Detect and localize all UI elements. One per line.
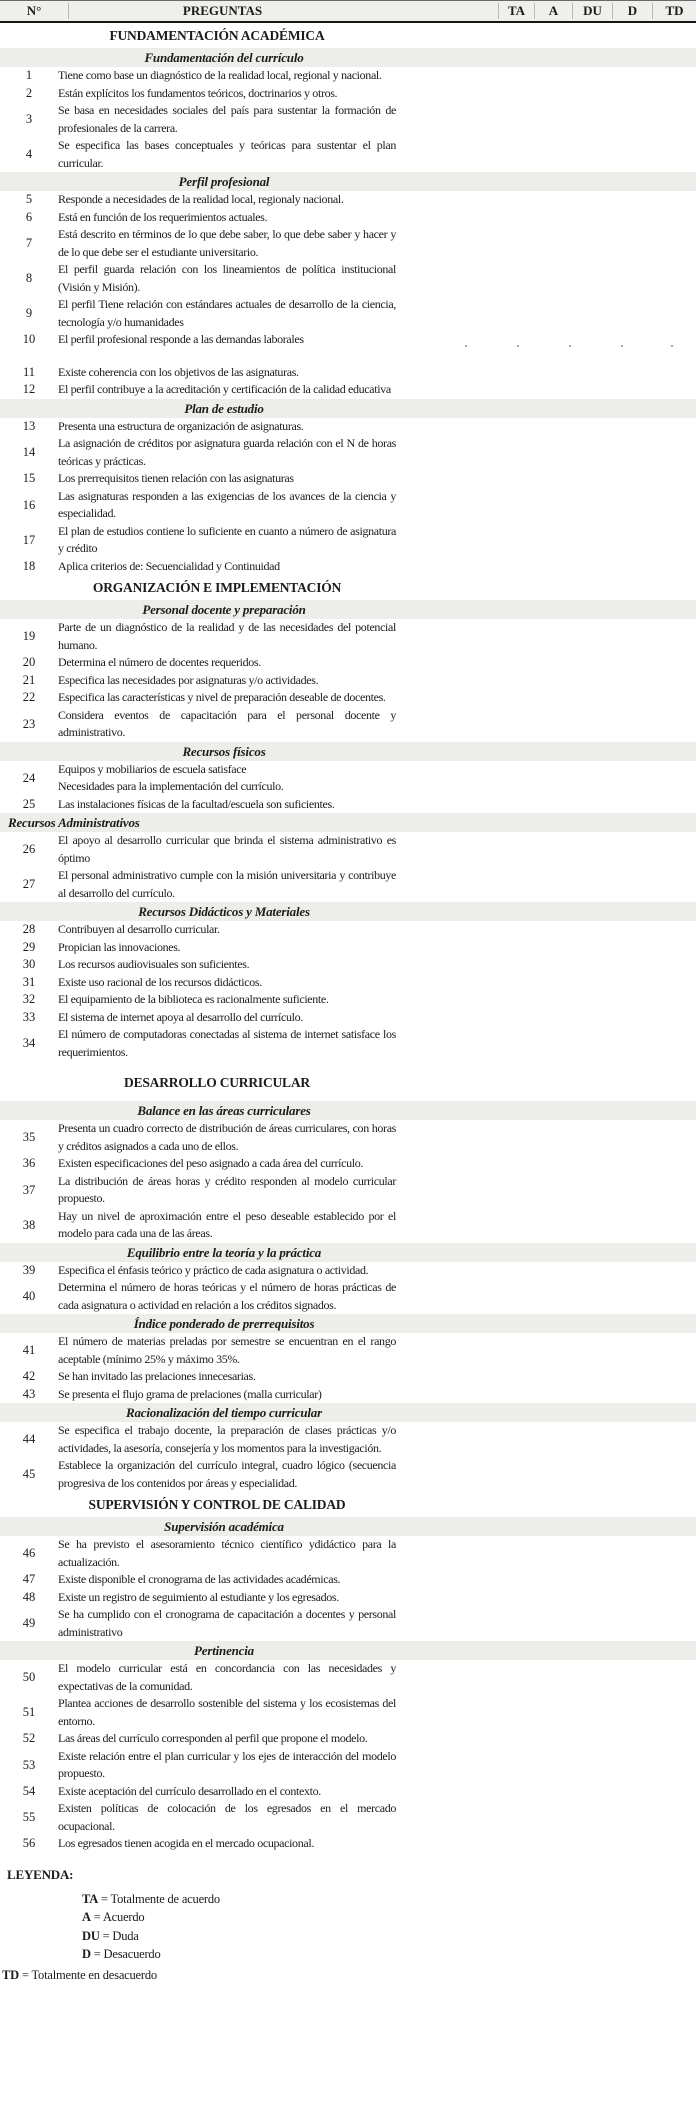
- column-header-num: N°: [26, 3, 42, 18]
- question-number: 11: [22, 364, 36, 379]
- column-header-preguntas: PREGUNTAS: [68, 3, 498, 19]
- subsection-header: [0, 1243, 696, 1262]
- question-text: El equipamiento de la biblioteca es racionalmente suficiente.: [58, 992, 329, 1006]
- question-number: 35: [22, 1130, 36, 1144]
- question-row: [0, 672, 696, 690]
- question-row: [0, 1589, 696, 1607]
- question-text: Hay un nivel de aproximación entre el peso deseable establecido por el modelo para cada una de las áreas.: [58, 1208, 396, 1240]
- question-text: La asignación de créditos por asignatura guarda relación con el N de horas teóricas y prácticas.: [58, 436, 396, 468]
- question-text: Plantea acciones de desarrollo sostenible del sistema y los ecosistemas del entorno.: [58, 1696, 396, 1728]
- subsection-label: Recursos físicos: [182, 743, 266, 759]
- question-row: [0, 1386, 696, 1404]
- question-row: [0, 1279, 696, 1314]
- question-number: 39: [22, 1262, 36, 1277]
- scan-artifact-dot: [569, 345, 571, 347]
- question-number: 16: [22, 497, 36, 512]
- question-text: La distribución de áreas horas y crédito responden al modelo curricular propuesto.: [58, 1173, 396, 1205]
- section-header: DESARROLLO CURRICULAR: [124, 1075, 310, 1090]
- question-text: Existe disponible el cronograma de las actividades académicas.: [58, 1572, 341, 1586]
- question-text: Contribuyen al desarrollo curricular.: [58, 922, 220, 936]
- question-text: Existen especificaciones del peso asignado a cada área del currículo.: [58, 1156, 364, 1170]
- question-text: Se ha cumplido con el cronograma de capacitación a docentes y personal administrativo: [58, 1607, 396, 1639]
- legend-text: = Acuerdo: [93, 1910, 145, 1924]
- question-number: 12: [22, 382, 36, 397]
- legend-title: LEYENDA:: [7, 1866, 74, 1882]
- question-number: 6: [25, 209, 33, 224]
- question-row: [0, 1660, 696, 1695]
- question-text: El apoyo al desarrollo curricular que brinda el sistema administrativo es óptimo: [58, 833, 396, 865]
- question-number: 8: [25, 271, 33, 285]
- question-number: 7: [25, 236, 33, 250]
- question-number: 51: [22, 1705, 36, 1719]
- question-row: [0, 1730, 696, 1748]
- legend-text: = Totalmente de acuerdo: [100, 1891, 220, 1906]
- question-text: Se especifica el trabajo docente, la preparación de clases prácticas y/o actividades, la asesoría, consejería y los momentos para la investigación.: [58, 1423, 396, 1455]
- question-number: 27: [22, 877, 36, 891]
- question-text: Está descrito en términos de lo que debe saber, lo que debe saber y hacer y de lo que debe ser el estudiante universitario.: [58, 227, 396, 259]
- question-number: 23: [22, 716, 36, 731]
- question-text: El perfil guarda relación con los lineamientos de política institucional (Visión y Misión).: [58, 262, 396, 294]
- question-row: [0, 1457, 696, 1492]
- question-number: 32: [22, 992, 36, 1007]
- question-row: [0, 939, 696, 957]
- legend-abbr: TA: [82, 1891, 99, 1906]
- question-number: 30: [22, 957, 36, 972]
- question-row: [0, 1695, 696, 1730]
- question-text: Parte de un diagnóstico de la realidad y de las necesidades del potencial humano.: [58, 620, 396, 652]
- question-text: Existe relación entre el plan curricular y los ejes de interacción del modelo propuesto.: [58, 1748, 396, 1780]
- question-row: [0, 102, 696, 137]
- subsection-label: Equilibrio entre la teoría y la práctica: [126, 1244, 322, 1260]
- question-number: 42: [22, 1369, 36, 1384]
- question-number: 10: [22, 332, 36, 347]
- question-number: 13: [22, 418, 36, 433]
- question-row: [0, 137, 696, 172]
- subsection-header: [0, 1314, 696, 1333]
- question-number: 22: [22, 690, 36, 705]
- question-number: 33: [22, 1009, 36, 1024]
- question-row: [0, 654, 696, 672]
- questionnaire-body: [0, 23, 696, 1853]
- question-number: 41: [22, 1343, 36, 1357]
- question-row: [0, 381, 696, 399]
- subsection-header: [0, 172, 696, 191]
- question-number: 37: [22, 1182, 36, 1197]
- question-text: Existe coherencia con los objetivos de las asignaturas.: [58, 364, 299, 379]
- question-text: El perfil contribuye a la acreditación y certificación de la calidad educativa: [58, 382, 391, 396]
- question-row: [0, 761, 696, 796]
- question-row: [0, 1536, 696, 1571]
- question-number: 31: [22, 974, 36, 989]
- question-row: [0, 1800, 696, 1835]
- section-header: SUPERVISIÓN Y CONTROL DE CALIDAD: [88, 1497, 346, 1512]
- subsection-header: [0, 399, 696, 418]
- column-header-ta: TA: [498, 3, 534, 19]
- question-row: [0, 1173, 696, 1208]
- question-text: Existe uso racional de los recursos didácticos.: [58, 974, 262, 989]
- legend-item-td: [0, 1966, 696, 1985]
- legend-item: [82, 1945, 696, 1964]
- question-text: Presenta un cuadro correcto de distribución de áreas curriculares, con horas y créditos asignados a cada uno de ellos.: [58, 1121, 396, 1153]
- question-row: [0, 1571, 696, 1589]
- question-number: 15: [22, 471, 36, 486]
- question-text: Determina el número de docentes requeridos.: [58, 655, 261, 669]
- question-number: 18: [22, 558, 36, 573]
- question-number: 20: [22, 655, 36, 670]
- question-row: [0, 1026, 696, 1061]
- question-number: 19: [22, 629, 36, 643]
- question-text: Se basa en necesidades sociales del país para sustentar la formación de profesionales de la carrera.: [58, 103, 396, 135]
- question-text: Presenta una estructura de organización de asignaturas.: [58, 418, 304, 433]
- question-row: [0, 364, 696, 382]
- question-text: El perfil profesional responde a las demandas laborales: [58, 332, 304, 346]
- subsection-label: Perfil profesional: [178, 174, 270, 189]
- legend-abbr: TD: [2, 1967, 19, 1982]
- subsection-header: [0, 813, 696, 832]
- question-number: 28: [22, 922, 36, 937]
- column-header-a: A: [534, 3, 572, 19]
- question-text: El perfil Tiene relación con estándares actuales de desarrollo de la ciencia, tecnología y/o humanidades: [58, 297, 396, 329]
- question-number: 34: [22, 1036, 36, 1050]
- subsection-header: [0, 1517, 696, 1536]
- question-row: [0, 488, 696, 523]
- question-number: 40: [22, 1289, 36, 1303]
- subsection-header: [0, 742, 696, 761]
- question-number: 55: [22, 1810, 36, 1824]
- question-text: El número de materias preladas por semestre se encuentran en el rango aceptable (mínimo 25% y máximo 35%.: [58, 1334, 396, 1366]
- question-text: Establece la organización del currículo integral, cuadro lógico (secuencia progresiva de los contenidos por áreas y especialidad.: [58, 1458, 396, 1490]
- legend-text: = Totalmente en desacuerdo: [21, 1967, 157, 1982]
- question-text: El número de computadoras conectadas al sistema de internet satisface los requerimientos.: [58, 1027, 396, 1059]
- question-text: [58, 761, 396, 796]
- question-number: 2: [25, 85, 33, 100]
- table-header: [0, 0, 696, 23]
- question-row: [0, 523, 696, 558]
- question-text: Está en función de los requerimientos actuales.: [58, 209, 268, 224]
- question-number: 56: [22, 1836, 36, 1851]
- question-row: [0, 85, 696, 103]
- question-number: 1: [25, 68, 33, 83]
- subsection-label: Plan de estudio: [184, 400, 264, 416]
- question-text: Los prerrequisitos tienen relación con las asignaturas: [58, 471, 294, 485]
- question-row: [0, 1422, 696, 1457]
- question-number: 36: [22, 1156, 36, 1171]
- question-number: 21: [22, 672, 36, 687]
- question-text: Especifica el énfasis teórico y práctico de cada asignatura o actividad.: [58, 1262, 369, 1277]
- question-number: 29: [22, 939, 36, 954]
- question-number: 53: [22, 1757, 36, 1772]
- subsection-label: Balance en las áreas curriculares: [137, 1103, 311, 1118]
- question-text: Los recursos audiovisuales son suficientes.: [58, 957, 250, 971]
- question-number: 43: [22, 1386, 36, 1401]
- subsection-label: Personal docente y preparación: [142, 602, 306, 617]
- question-text: Se especifica las bases conceptuales y teóricas para sustentar el plan curricular.: [58, 138, 396, 170]
- question-number: 44: [22, 1432, 36, 1446]
- scan-artifact-dot: [671, 345, 673, 347]
- subsection-header: [0, 48, 696, 67]
- subsection-header: [0, 1641, 696, 1660]
- question-number: 50: [22, 1670, 36, 1684]
- question-row: [0, 832, 696, 867]
- question-number: 49: [22, 1616, 36, 1630]
- question-row: [0, 867, 696, 902]
- legend-abbr: DU: [82, 1928, 100, 1943]
- question-number: 17: [22, 532, 36, 547]
- question-text: Aplica criterios de: Secuencialidad y Continuidad: [58, 558, 280, 573]
- legend-abbr: D: [82, 1947, 91, 1961]
- question-row: [0, 1835, 696, 1853]
- question-text: El plan de estudios contiene lo suficiente en cuanto a número de asignatura y crédito: [58, 523, 396, 555]
- question-row: [0, 991, 696, 1009]
- question-number: 46: [22, 1546, 36, 1560]
- question-row: [0, 1155, 696, 1173]
- subsection-header: [0, 902, 696, 921]
- question-text-line: Necesidades para la implementación del currículo.: [58, 779, 284, 793]
- question-text: Las asignaturas responden a las exigencias de los avances de la ciencia y especialidad.: [58, 488, 396, 520]
- question-row: [0, 1333, 696, 1368]
- question-number: 26: [22, 842, 36, 856]
- legend-item: [82, 1927, 696, 1946]
- question-number: 3: [25, 112, 33, 126]
- column-header-d: D: [612, 3, 652, 19]
- question-row: [0, 689, 696, 707]
- question-text: Se ha previsto el asesoramiento técnico científico ydidáctico para la actualización.: [58, 1537, 396, 1569]
- section-header: FUNDAMENTACIÓN ACADÉMICA: [109, 28, 325, 43]
- question-row: [0, 796, 696, 814]
- question-number: 45: [22, 1467, 36, 1481]
- legend: [0, 1867, 696, 1985]
- legend-item: [82, 1890, 696, 1909]
- question-row: [0, 1009, 696, 1027]
- section-header: ORGANIZACIÓN E IMPLEMENTACIÓN: [92, 580, 342, 595]
- question-row: [0, 956, 696, 974]
- question-row: [0, 1120, 696, 1155]
- column-header-td: TD: [652, 3, 696, 19]
- question-row: [0, 435, 696, 470]
- legend-text: = Duda: [102, 1928, 139, 1943]
- question-number: 48: [22, 1589, 36, 1604]
- question-text: Considera eventos de capacitación para el personal docente y administrativo.: [58, 707, 396, 739]
- question-text: Responde a necesidades de la realidad local, regionaly nacional.: [58, 192, 344, 206]
- scan-artifact-dot: [465, 345, 467, 347]
- question-number: 47: [22, 1572, 36, 1587]
- question-row: [0, 1368, 696, 1386]
- scan-artifact-dot: [621, 345, 623, 347]
- question-text: El personal administrativo cumple con la misión universitaria y contribuye al desarrollo del currículo.: [58, 868, 396, 900]
- question-text: El modelo curricular está en concordancia con las necesidades y expectativas de la comunidad.: [58, 1661, 396, 1693]
- question-row: [0, 1606, 696, 1641]
- question-text: Los egresados tienen acogida en el mercado ocupacional.: [58, 1836, 314, 1850]
- question-text: Las instalaciones físicas de la facultad/escuela son suficientes.: [58, 796, 335, 811]
- subsection-label: Supervisión académica: [164, 1519, 284, 1534]
- question-row: [0, 921, 696, 939]
- question-row: [0, 974, 696, 992]
- question-row: [0, 1208, 696, 1243]
- question-row: [0, 1262, 696, 1280]
- question-text: Determina el número de horas teóricas y el número de horas prácticas de cada asignatura o actividad en relación a los créditos signados.: [58, 1280, 396, 1312]
- legend-text: = Desacuerdo: [93, 1947, 161, 1961]
- scan-artifact-dot: [517, 345, 519, 347]
- question-number: 9: [25, 306, 33, 320]
- question-row: [0, 470, 696, 488]
- subsection-label: Recursos Administrativos: [8, 815, 140, 830]
- question-row: [0, 296, 696, 331]
- legend-items: [82, 1890, 696, 1964]
- subsection-label: Racionalización del tiempo curricular: [126, 1405, 322, 1420]
- question-text: Existen políticas de colocación de los egresados en el mercado ocupacional.: [58, 1801, 396, 1833]
- question-text: Están explícitos los fundamentos teóricos, doctrinarios y otros.: [58, 85, 338, 100]
- question-number: 5: [25, 192, 33, 207]
- question-text: Se han invitado las prelaciones innecesarias.: [58, 1369, 256, 1383]
- column-header-du: DU: [572, 3, 612, 19]
- question-row: [0, 707, 696, 742]
- question-text: Especifica las necesidades por asignaturas y/o actividades.: [58, 672, 319, 687]
- question-text: Existe aceptación del currículo desarrollado en el contexto.: [58, 1783, 321, 1798]
- question-number: 54: [22, 1783, 36, 1798]
- question-row: [0, 558, 696, 576]
- legend-item: [82, 1908, 696, 1927]
- question-text: Existe un registro de seguimiento al estudiante y los egresados.: [58, 1589, 339, 1604]
- subsection-header: [0, 1101, 696, 1120]
- subsection-label: Pertinencia: [194, 1643, 254, 1658]
- question-row: [0, 191, 696, 209]
- question-number: 52: [22, 1731, 36, 1746]
- question-row: [0, 261, 696, 296]
- question-text: Se presenta el flujo grama de prelaciones (malla curricular): [58, 1386, 322, 1401]
- subsection-label: Fundamentación del currículo: [144, 50, 304, 65]
- question-row: [0, 619, 696, 654]
- question-row: [0, 226, 696, 261]
- question-row: [0, 209, 696, 227]
- subsection-label: Índice ponderado de prerrequisitos: [133, 1316, 315, 1331]
- question-row: [0, 67, 696, 85]
- question-number: 25: [22, 796, 36, 811]
- question-row: [0, 331, 696, 349]
- subsection-label: Recursos Didácticos y Materiales: [138, 904, 310, 919]
- question-text: Propician las innovaciones.: [58, 939, 181, 954]
- question-row: [0, 1783, 696, 1801]
- question-text: El sistema de internet apoya al desarrollo del currículo.: [58, 1009, 303, 1024]
- question-text-line: Equipos y mobiliarios de escuela satisface: [58, 761, 247, 776]
- question-text: Especifica las características y nivel de preparación deseable de docentes.: [58, 690, 386, 704]
- question-text: Tiene como base un diagnóstico de la realidad local, regional y nacional.: [58, 68, 382, 82]
- question-row: [0, 418, 696, 436]
- subsection-header: [0, 1403, 696, 1422]
- question-number: 14: [22, 445, 36, 459]
- question-number: 38: [22, 1217, 36, 1232]
- question-text: Las áreas del currículo corresponden al perfil que propone el modelo.: [58, 1731, 368, 1745]
- subsection-header: [0, 600, 696, 619]
- question-number: 24: [22, 770, 36, 785]
- question-row: [0, 1748, 696, 1783]
- question-number: 4: [25, 147, 33, 161]
- legend-abbr: A: [82, 1910, 91, 1924]
